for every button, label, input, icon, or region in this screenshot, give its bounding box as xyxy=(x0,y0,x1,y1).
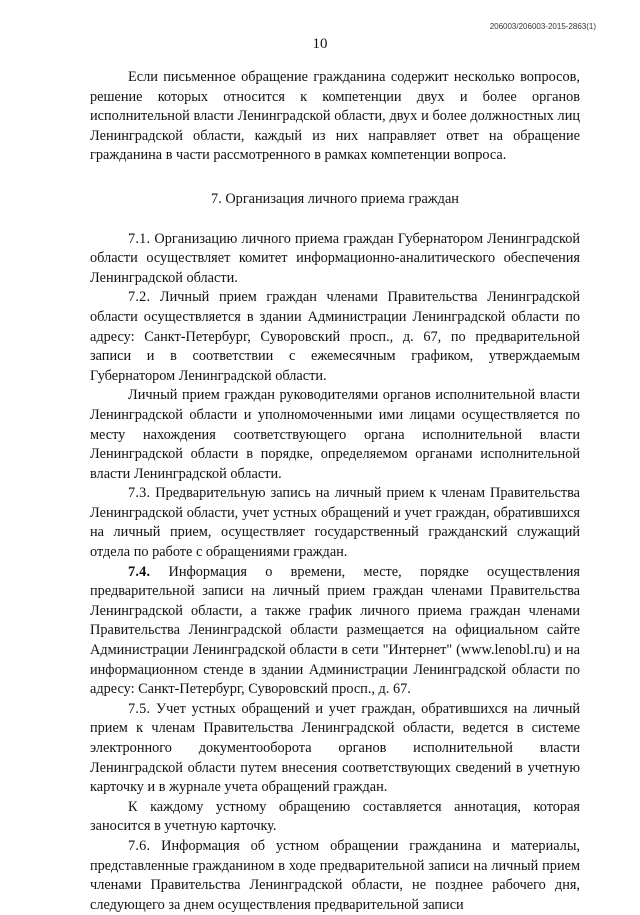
paragraph-7-4 xyxy=(90,563,580,700)
section-title: 7. Организация личного приема граждан xyxy=(211,190,459,207)
clause-text: Информация об устном обращении гражданина и материалы, представленные гражданином в ходе предварительной записи на личный прием членами Правительства Ленинградской области, не позднее рабочего дня, следующего за днем осуществления предварительной записи xyxy=(90,837,581,913)
clause-text: Организацию личного приема граждан Губернатором Ленинградской области осуществляет комитет информационно-аналитического обеспечения Ленинградской области. xyxy=(90,230,580,286)
clause-number: 7.5. xyxy=(128,700,151,717)
paragraph-7-2 xyxy=(90,288,580,386)
page-number: 10 xyxy=(312,36,328,52)
clause-text: Личный прием граждан членами Правительства Ленинградской области осуществляется в здании Администрации Ленинградской области по адресу: Санкт-Петербург, Суворовский просп., д. 67, по предварительной записи и в соответствии с ежемесячным графиком, утверждаемым Губернатором Ленинградской области. xyxy=(90,289,580,384)
paragraph-7-6 xyxy=(90,837,580,915)
document-id: 206003/206003-2015-2863(1) xyxy=(489,22,596,31)
clause-text: Учет устных обращений и учет граждан, обратившихся на личный прием к членам Правительства Ленинградской области, ведется в системе электронного документооборота органов исполнительной власти Ленинградской области путем внесения соответствующих сведений в учетную карточку и в журнале учета обращений граждан. xyxy=(90,700,580,796)
paragraph-7-1 xyxy=(90,230,580,289)
clause-number: 7.6. xyxy=(128,837,151,854)
clause-number: 7.4. xyxy=(128,563,151,580)
clause-text: Информация о времени, месте, порядке осуществления предварительной записи на личный прием граждан членами Правительства Ленинградской области, а также график личного приема граждан членами Правительства Ленинградской области размещается на официальном сайте Администрации Ленинградской области в сети "Интернет" (www.lenobl.ru) и на информационном стенде в здании Администрации Ленинградской области по адресу: Санкт-Петербург, Суворовский просп., д. 67. xyxy=(90,563,580,698)
clause-number: 7.1. xyxy=(128,230,151,247)
paragraph-7-5-continued: К каждому устному обращению составляется аннотация, которая заносится в учетную карточку. xyxy=(90,798,580,835)
clause-number: 7.2. xyxy=(128,289,151,306)
clause-number: 7.3. xyxy=(128,485,151,502)
clause-text: Предварительную запись на личный прием к членам Правительства Ленинградской области, учет устных обращений и учет граждан, обратившихся на личный прием, осуществляет государственный гражданский служащий отдела по работе с обращениями граждан. xyxy=(90,485,581,561)
paragraph-7-5 xyxy=(90,700,580,798)
document-body xyxy=(90,68,580,915)
paragraph-7-3 xyxy=(90,484,580,562)
paragraph-multiple-questions: Если письменное обращение гражданина содержит несколько вопросов, решение которых относится к компетенции двух и более органов исполнительной власти Ленинградской области, двух и более должностных лиц Ленинградской области, каждый из них направляет ответ на обращение гражданина в части рассмотренного в рамках компетенции вопроса. xyxy=(90,69,580,164)
paragraph-7-2-continued: Личный прием граждан руководителями органов исполнительной власти Ленинградской области и уполномоченными ими лицами осуществляется по месту нахождения соответствующего органа исполнительной власти Ленинградской области в порядке, определяемом органами исполнительной власти Ленинградской области. xyxy=(90,387,580,482)
